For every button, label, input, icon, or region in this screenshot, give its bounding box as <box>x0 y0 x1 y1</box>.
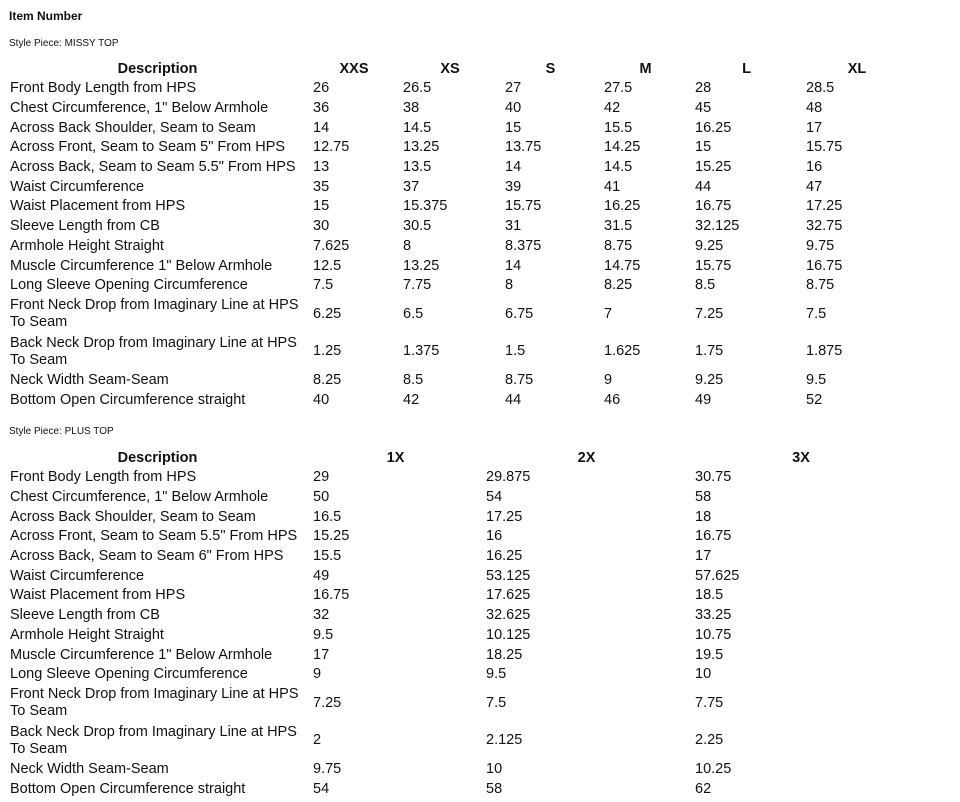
column-header-size: 2X <box>577 450 596 466</box>
item-number-label: Item Number <box>9 9 83 23</box>
measurement-value: 14.5 <box>403 119 432 136</box>
measurement-value: 6.75 <box>505 305 534 322</box>
measurement-value: 49 <box>695 391 712 408</box>
measurement-description: Muscle Circumference 1" Below Armhole <box>10 646 273 663</box>
measurement-value: 44 <box>695 178 712 195</box>
column-header-description: Description <box>117 61 198 77</box>
table-row <box>6 390 912 410</box>
column-header-size: M <box>639 61 652 77</box>
measurement-value: 26.5 <box>403 80 432 97</box>
measurement-value: 14.75 <box>604 257 641 274</box>
measurement-value: 17 <box>313 646 330 663</box>
table-row <box>6 256 912 276</box>
measurement-value: 62 <box>695 780 712 797</box>
measurement-value: 9.75 <box>806 237 835 254</box>
measurement-value: 16.75 <box>313 587 350 604</box>
measurement-value: 6.25 <box>313 305 342 322</box>
measurement-value: 50 <box>313 489 330 506</box>
measurement-value: 18.25 <box>486 646 523 663</box>
column-header-size: S <box>545 61 556 77</box>
measurement-value: 8 <box>505 277 514 294</box>
measurement-description: Across Back Shoulder, Seam to Seam <box>10 508 256 525</box>
measurement-value: 9.25 <box>695 237 724 254</box>
column-header-size: 3X <box>792 450 810 466</box>
measurement-value: 17.625 <box>486 587 531 604</box>
measurement-value: 27 <box>505 80 522 97</box>
measurement-value: 30.75 <box>695 469 732 486</box>
measurement-value: 57.625 <box>695 567 740 584</box>
table-row <box>6 237 912 257</box>
measurement-description: Bottom Open Circumference straight <box>10 780 246 797</box>
table-row <box>6 158 912 178</box>
measurement-value: 16.25 <box>486 548 523 565</box>
missy-style-piece-label: Style Piece: MISSY TOP <box>9 38 119 49</box>
measurement-value: 7.75 <box>695 694 724 711</box>
measurement-value: 7.5 <box>806 305 827 322</box>
measurement-description: Chest Circumference, 1" Below Armhole <box>10 489 269 506</box>
measurement-value: 1.5 <box>505 343 526 360</box>
table-row <box>6 99 912 119</box>
measurement-value: 10 <box>486 761 503 778</box>
table-row <box>6 118 912 138</box>
measurement-description: Front Body Length from HPS <box>10 469 197 486</box>
measurement-value: 17.25 <box>806 198 843 215</box>
measurement-value: 7.625 <box>313 237 350 254</box>
measurement-value: 32.625 <box>486 607 531 624</box>
measurement-value: 16.75 <box>806 257 843 274</box>
missy-table-body <box>6 79 912 410</box>
measurement-value: 8.75 <box>806 277 835 294</box>
measurement-value: 30.5 <box>403 218 432 235</box>
measurement-value: 17 <box>695 548 712 565</box>
measurement-value: 9.5 <box>313 626 334 643</box>
measurement-description: Across Front, Seam to Seam 5.5" From HPS <box>10 528 298 545</box>
table-row <box>6 333 912 371</box>
table-row <box>6 722 911 760</box>
measurement-value: 8 <box>403 237 412 254</box>
measurement-value: 29 <box>313 469 330 486</box>
measurement-value: 41 <box>604 178 621 195</box>
table-row <box>6 507 911 527</box>
measurement-description: Muscle Circumference 1" Below Armhole <box>10 257 273 274</box>
measurement-description: Back Neck Drop from Imaginary Line at HPS To Seam <box>10 723 297 757</box>
table-row <box>6 566 911 586</box>
measurement-value: 15.75 <box>695 257 732 274</box>
measurement-value: 16.25 <box>604 198 641 215</box>
measurement-value: 8.25 <box>313 372 342 389</box>
measurement-value: 47 <box>806 178 823 195</box>
measurement-description: Waist Circumference <box>10 567 145 584</box>
measurement-value: 10.75 <box>695 626 732 643</box>
measurement-value: 9 <box>313 666 322 683</box>
measurement-value: 9 <box>604 372 613 389</box>
measurement-description: Waist Circumference <box>10 178 145 195</box>
measurement-description: Bottom Open Circumference straight <box>10 391 246 408</box>
measurement-value: 54 <box>313 780 330 797</box>
measurement-value: 42 <box>604 100 621 117</box>
measurement-value: 39 <box>505 178 522 195</box>
measurement-description: Across Back, Seam to Seam 6" From HPS <box>10 548 284 565</box>
measurement-description: Front Body Length from HPS <box>10 80 197 97</box>
measurement-description: Front Neck Drop from Imaginary Line at HPS To Seam <box>10 297 299 331</box>
plus-spec-table <box>6 448 911 799</box>
measurement-value: 15.25 <box>313 528 350 545</box>
measurement-value: 49 <box>313 567 330 584</box>
measurement-value: 2.25 <box>695 732 724 749</box>
measurement-value: 15 <box>505 119 522 136</box>
measurement-value: 13 <box>313 159 330 176</box>
measurement-value: 9.5 <box>486 666 507 683</box>
table-row <box>6 645 911 665</box>
measurement-value: 15.75 <box>806 139 843 156</box>
table-row <box>6 547 911 567</box>
measurement-value: 17.25 <box>486 508 523 525</box>
measurement-value: 15 <box>695 139 712 156</box>
measurement-value: 8.5 <box>403 372 424 389</box>
measurement-value: 7.5 <box>313 277 334 294</box>
missy-header-row <box>6 59 912 79</box>
measurement-value: 7.25 <box>695 305 724 322</box>
measurement-value: 15 <box>313 198 330 215</box>
table-row <box>6 138 912 158</box>
measurement-value: 29.875 <box>486 469 531 486</box>
measurement-value: 52 <box>806 391 823 408</box>
measurement-value: 35 <box>313 178 330 195</box>
measurement-description: Long Sleeve Opening Circumference <box>10 277 248 294</box>
measurement-value: 30 <box>313 218 330 235</box>
column-header-size: XS <box>440 61 460 77</box>
table-row <box>6 586 911 606</box>
measurement-value: 42 <box>403 391 420 408</box>
measurement-value: 16 <box>486 528 503 545</box>
measurement-description: Sleeve Length from CB <box>10 218 160 235</box>
plus-style-piece-label: Style Piece: PLUS TOP <box>9 426 114 437</box>
measurement-value: 48 <box>806 100 823 117</box>
measurement-value: 16.5 <box>313 508 342 525</box>
measurement-value: 45 <box>695 100 712 117</box>
measurement-value: 19.5 <box>695 646 724 663</box>
measurement-value: 10.125 <box>486 626 531 643</box>
measurement-description: Sleeve Length from CB <box>10 607 160 624</box>
measurement-value: 32 <box>313 607 330 624</box>
measurement-value: 18 <box>695 508 712 525</box>
measurement-value: 27.5 <box>604 80 633 97</box>
measurement-value: 15.75 <box>505 198 542 215</box>
measurement-description: Across Back Shoulder, Seam to Seam <box>10 119 256 136</box>
table-row <box>6 685 911 723</box>
measurement-value: 32.125 <box>695 218 740 235</box>
measurement-value: 18.5 <box>695 587 724 604</box>
measurement-value: 15.375 <box>403 198 448 215</box>
plus-header-row <box>6 448 911 468</box>
measurement-value: 14 <box>313 119 330 136</box>
measurement-value: 13.25 <box>403 139 440 156</box>
measurement-description: Front Neck Drop from Imaginary Line at HPS To Seam <box>10 686 299 720</box>
measurement-value: 2.125 <box>486 732 523 749</box>
measurement-value: 28 <box>695 80 712 97</box>
column-header-size: L <box>742 61 751 77</box>
measurement-value: 7.5 <box>486 694 507 711</box>
measurement-value: 2 <box>313 732 322 749</box>
measurement-value: 1.75 <box>695 343 724 360</box>
measurement-value: 37 <box>403 178 420 195</box>
measurement-value: 26 <box>313 80 330 97</box>
measurement-value: 14 <box>505 257 522 274</box>
measurement-value: 10.25 <box>695 761 732 778</box>
measurement-value: 32.75 <box>806 218 843 235</box>
measurement-description: Neck Width Seam-Seam <box>10 372 169 389</box>
measurement-value: 7.25 <box>313 694 342 711</box>
measurement-value: 17 <box>806 119 823 136</box>
measurement-value: 8.5 <box>695 277 716 294</box>
measurement-description: Across Back, Seam to Seam 5.5" From HPS <box>10 159 296 176</box>
measurement-value: 14.5 <box>604 159 633 176</box>
measurement-value: 12.75 <box>313 139 350 156</box>
measurement-value: 40 <box>505 100 522 117</box>
table-row <box>6 606 911 626</box>
column-header-size: XXS <box>339 61 369 77</box>
measurement-description: Long Sleeve Opening Circumference <box>10 666 248 683</box>
measurement-value: 16.75 <box>695 198 732 215</box>
measurement-value: 14.25 <box>604 139 641 156</box>
table-row <box>6 760 911 780</box>
table-row <box>6 527 911 547</box>
measurement-value: 1.875 <box>806 343 843 360</box>
measurement-value: 31 <box>505 218 522 235</box>
measurement-value: 9.5 <box>806 372 827 389</box>
table-row <box>6 488 911 508</box>
table-row <box>6 177 912 197</box>
table-row <box>6 197 912 217</box>
measurement-value: 58 <box>486 780 503 797</box>
measurement-value: 16 <box>806 159 823 176</box>
column-header-size: 1X <box>386 450 405 466</box>
measurement-value: 46 <box>604 391 621 408</box>
measurement-value: 10 <box>695 666 712 683</box>
measurement-value: 12.5 <box>313 257 342 274</box>
table-row <box>6 468 911 488</box>
measurement-value: 7 <box>604 305 613 322</box>
measurement-value: 58 <box>695 489 712 506</box>
measurement-value: 1.25 <box>313 343 342 360</box>
table-row <box>6 626 911 646</box>
table-row <box>6 371 912 391</box>
missy-spec-table <box>6 59 912 410</box>
measurement-value: 1.625 <box>604 343 641 360</box>
measurement-value: 33.25 <box>695 607 732 624</box>
measurement-description: Across Front, Seam to Seam 5" From HPS <box>10 139 286 156</box>
measurement-value: 54 <box>486 489 503 506</box>
measurement-value: 40 <box>313 391 330 408</box>
measurement-value: 9.25 <box>695 372 724 389</box>
measurement-value: 16.75 <box>695 528 732 545</box>
measurement-value: 7.75 <box>403 277 432 294</box>
table-row <box>6 779 911 799</box>
table-row <box>6 276 912 296</box>
measurement-value: 13.25 <box>403 257 440 274</box>
measurement-value: 28.5 <box>806 80 835 97</box>
measurement-value: 16.25 <box>695 119 732 136</box>
measurement-value: 8.25 <box>604 277 633 294</box>
plus-table-body <box>6 468 911 799</box>
column-header-description: Description <box>117 450 198 466</box>
measurement-value: 31.5 <box>604 218 633 235</box>
measurement-value: 8.75 <box>505 372 534 389</box>
column-header-size: XL <box>847 61 867 77</box>
measurement-description: Waist Placement from HPS <box>10 198 186 215</box>
measurement-value: 8.75 <box>604 237 633 254</box>
table-row <box>6 665 911 685</box>
measurement-value: 1.375 <box>403 343 440 360</box>
table-row <box>6 217 912 237</box>
table-row <box>6 79 912 99</box>
measurement-value: 9.75 <box>313 761 342 778</box>
measurement-value: 15.25 <box>695 159 732 176</box>
measurement-value: 15.5 <box>604 119 633 136</box>
measurement-value: 13.75 <box>505 139 542 156</box>
table-row <box>6 296 912 334</box>
measurement-description: Waist Placement from HPS <box>10 587 186 604</box>
measurement-value: 38 <box>403 100 420 117</box>
measurement-value: 53.125 <box>486 567 531 584</box>
measurement-description: Armhole Height Straight <box>10 626 164 643</box>
measurement-description: Back Neck Drop from Imaginary Line at HPS To Seam <box>10 334 297 368</box>
measurement-value: 8.375 <box>505 237 542 254</box>
measurement-value: 14 <box>505 159 522 176</box>
measurement-description: Neck Width Seam-Seam <box>10 761 169 778</box>
measurement-description: Armhole Height Straight <box>10 237 164 254</box>
measurement-value: 13.5 <box>403 159 432 176</box>
measurement-value: 44 <box>505 391 522 408</box>
measurement-value: 15.5 <box>313 548 342 565</box>
measurement-value: 6.5 <box>403 305 424 322</box>
measurement-description: Chest Circumference, 1" Below Armhole <box>10 100 269 117</box>
measurement-value: 36 <box>313 100 330 117</box>
